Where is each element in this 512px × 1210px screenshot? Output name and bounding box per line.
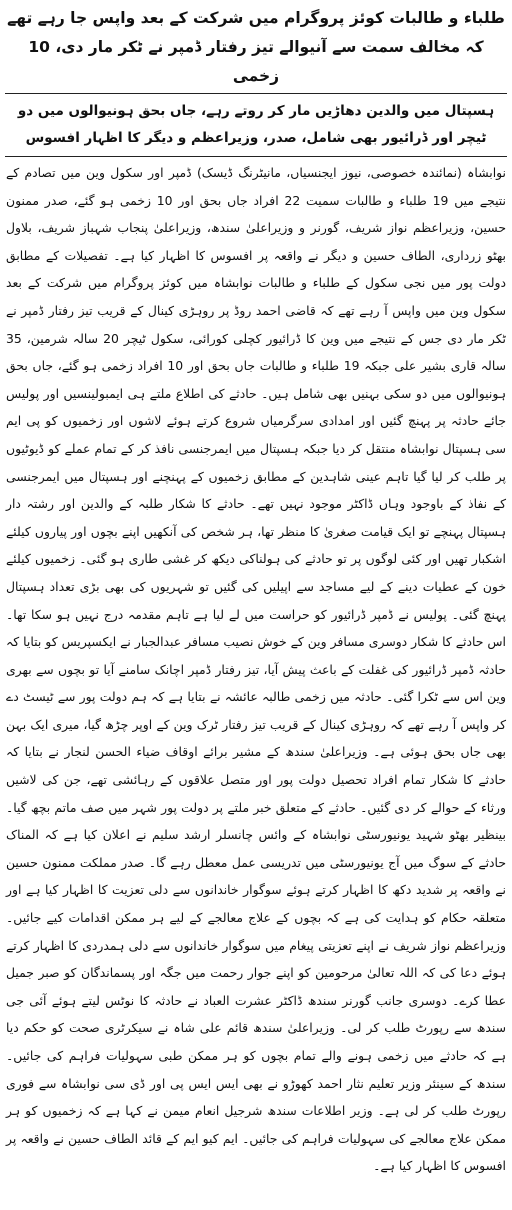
divider-top: [5, 93, 507, 94]
article-body: نوابشاہ (نمائندہ خصوصی، نیوز ایجنسیاں، مانیٹرنگ ڈیسک) ڈمپر اور سکول وین میں تصادم کے نتیجے میں 19 طلباء و طالبات سمیت 22 افراد جاں بحق اور 10 زخمی ہو گئے، صدر ممنون حسین، وزیراعظم نواز شریف، گورنر و وزیراعلیٰ سندھ، وزیراعلیٰ پنجاب شہباز شریف، بلاول بھٹو زرداری، الطاف حسین و دیگر نے واقعہ پر افسوس کا اظہار کیا ہے۔ تفصیلات کے مطابق دولت پور میں نجی سکول کے طلباء و طالبات نوابشاہ میں کوئز پروگرام میں شرکت کے بعد سکول وین میں واپس آ رہے تھے کہ قاضی احمد روڈ پر روہڑی کینال کے قریب تیز رفتار ڈمپر نے ٹکر مار دی جس کے نتیجے میں وین کا ڈرائیور کچلی کورائی، سکول ٹیچر 20 سالہ شرمین، 35 سالہ قاری بشیر علی جبکہ 19 طلباء و طالبات جاں بحق اور 10 افراد زخمی ہو گئے، جاں بحق ہونیوالوں میں دو سکی بہنیں بھی شامل ہیں۔ حادثے کی اطلاع ملتے ہی ایمبولینسیں اور پولیس جائے حادثہ پر پہنچ گئیں اور امدادی سرگرمیاں شروع کرتے ہوئے لاشوں اور زخمیوں کو پی ایم سی ہسپتال نوابشاہ منتقل کر دیا جبکہ ہسپتال میں ایمرجنسی نافذ کر کے تمام عملے کو ڈیوٹیوں پر طلب کر لیا گیا تاہم عینی شاہدین کے مطابق زخمیوں کے پہنچنے اور ہسپتال میں ایمرجنسی کے نفاذ کے باوجود وہاں ڈاکٹر موجود نہیں تھے۔ حادثے کا شکار طلبہ کے والدین اور رشتہ دار ہسپتال پہنچے تو ایک قیامت صغریٰ کا منظر تھا، ہر شخص کی آنکھیں اپنے بچوں اور پیاروں کیلئے اشکبار تھیں اور کئی لوگوں پر تو حادثے کی ہولناکی دیکھ کر غشی طاری ہو گئی۔ زخمیوں کیلئے خون کے عطیات دینے کے لیے مساجد سے اپیلیں کی گئیں تو شہریوں کی بھی بڑی تعداد ہسپتال پہنچ گئی۔ پولیس نے ڈمپر ڈرائیور کو حراست میں لے لیا ہے تاہم مقدمہ درج نہیں ہو سکا تھا۔ اس حادثے کا شکار دوسری مسافر وین کے خوش نصیب مسافر عبدالجبار نے ایکسپریس کو بتایا کہ حادثہ ڈمپر ڈرائیور کی غفلت کے باعث پیش آیا، تیز رفتار ڈمپر اچانک سامنے آیا تو بچوں سے بھری وین اس سے ٹکرا گئی۔ حادثہ میں زخمی طالبہ عائشہ نے بتایا ہے کہ ہم دولت پور سے ٹیسٹ دے کر واپس آ رہے تھے کہ روہڑی کینال کے قریب تیز رفتار ٹرک وین کے اوپر چڑھ گیا، میری ایک بہن بھی جاں بحق ہوئی ہے۔ وزیراعلیٰ سندھ کے مشیر برائے اوقاف ضیاء الحسن لنجار نے بتایا کہ حادثے کا شکار تمام افراد تحصیل دولت پور اور متصل علاقوں کے رہائشی تھے، جن کی لاشیں ورثاء کے حوالے کر دی گئیں۔ حادثے کے متعلق خبر ملتے پر دولت پور شہر میں صف ماتم بچھ گیا۔ بینظیر بھٹو شہید یونیورسٹی نوابشاہ کے وائس چانسلر ارشد سلیم نے اعلان کیا ہے کہ المناک حادثے کے سوگ میں آج یونیورسٹی میں تدریسی عمل معطل رہے گا۔ صدر مملکت ممنون حسین نے واقعہ پر شدید دکھ کا اظہار کرتے ہوئے سوگوار خاندانوں سے دلی تعزیت کا اظہار کیا ہے اور متعلقہ حکام کو ہدایت کی ہے کہ بچوں کے علاج معالجے کے لیے ہر ممکن اقدامات کیے جائیں۔ وزیراعظم نواز شریف نے اپنے تعزیتی پیغام میں سوگوار خاندانوں سے دلی ہمدردی کا اظہار کرتے ہوئے دعا کی کہ اللہ تعالیٰ مرحومین کو اپنے جوار رحمت میں جگہ اور پسماندگان کو صبر جمیل عطا کرے۔ دوسری جانب گورنر سندھ ڈاکٹر عشرت العباد نے حادثہ کا نوٹس لیتے ہوئے آئی جی سندھ سے رپورٹ طلب کر لی۔ وزیراعلیٰ سندھ قائم علی شاہ نے سیکرٹری صحت کو حکم دیا ہے کہ حادثے میں زخمی ہونے والے تمام بچوں کو ہر ممکن طبی سہولیات فراہم کی جائیں۔ سندھ کے سینئر وزیر تعلیم نثار احمد کھوڑو نے بھی ایس ایس پی اور ڈی سی نوابشاہ سے فوری رپورٹ طلب کر لی ہے۔ وزیر اطلاعات سندھ شرجیل انعام میمن نے کہا ہے کہ زخمیوں کو ہر ممکن علاج معالجے کی سہولیات فراہم کی جائیں۔ ایم کیو ایم کے قائد الطاف حسین نے واقعہ پر افسوس کا اظہار کیا ہے۔: [6, 165, 506, 1174]
divider-bottom: [5, 156, 507, 157]
subheadline: ہسپتال میں والدین دھاڑیں مار کر روتے رہے، جاں بحق ہونیوالوں میں دو ٹیچر اور ڈرائیور بھی شامل، صدر، وزیراعظم و دیگر کا اظہار افسوس: [17, 103, 495, 146]
headline: طلباء و طالبات کوئز پروگرام میں شرکت کے بعد واپس جا رہے تھے کہ مخالف سمت سے آنیوالے تیز رفتار ڈمپر نے ٹکر مار دی، 10 زخمی: [7, 9, 505, 85]
